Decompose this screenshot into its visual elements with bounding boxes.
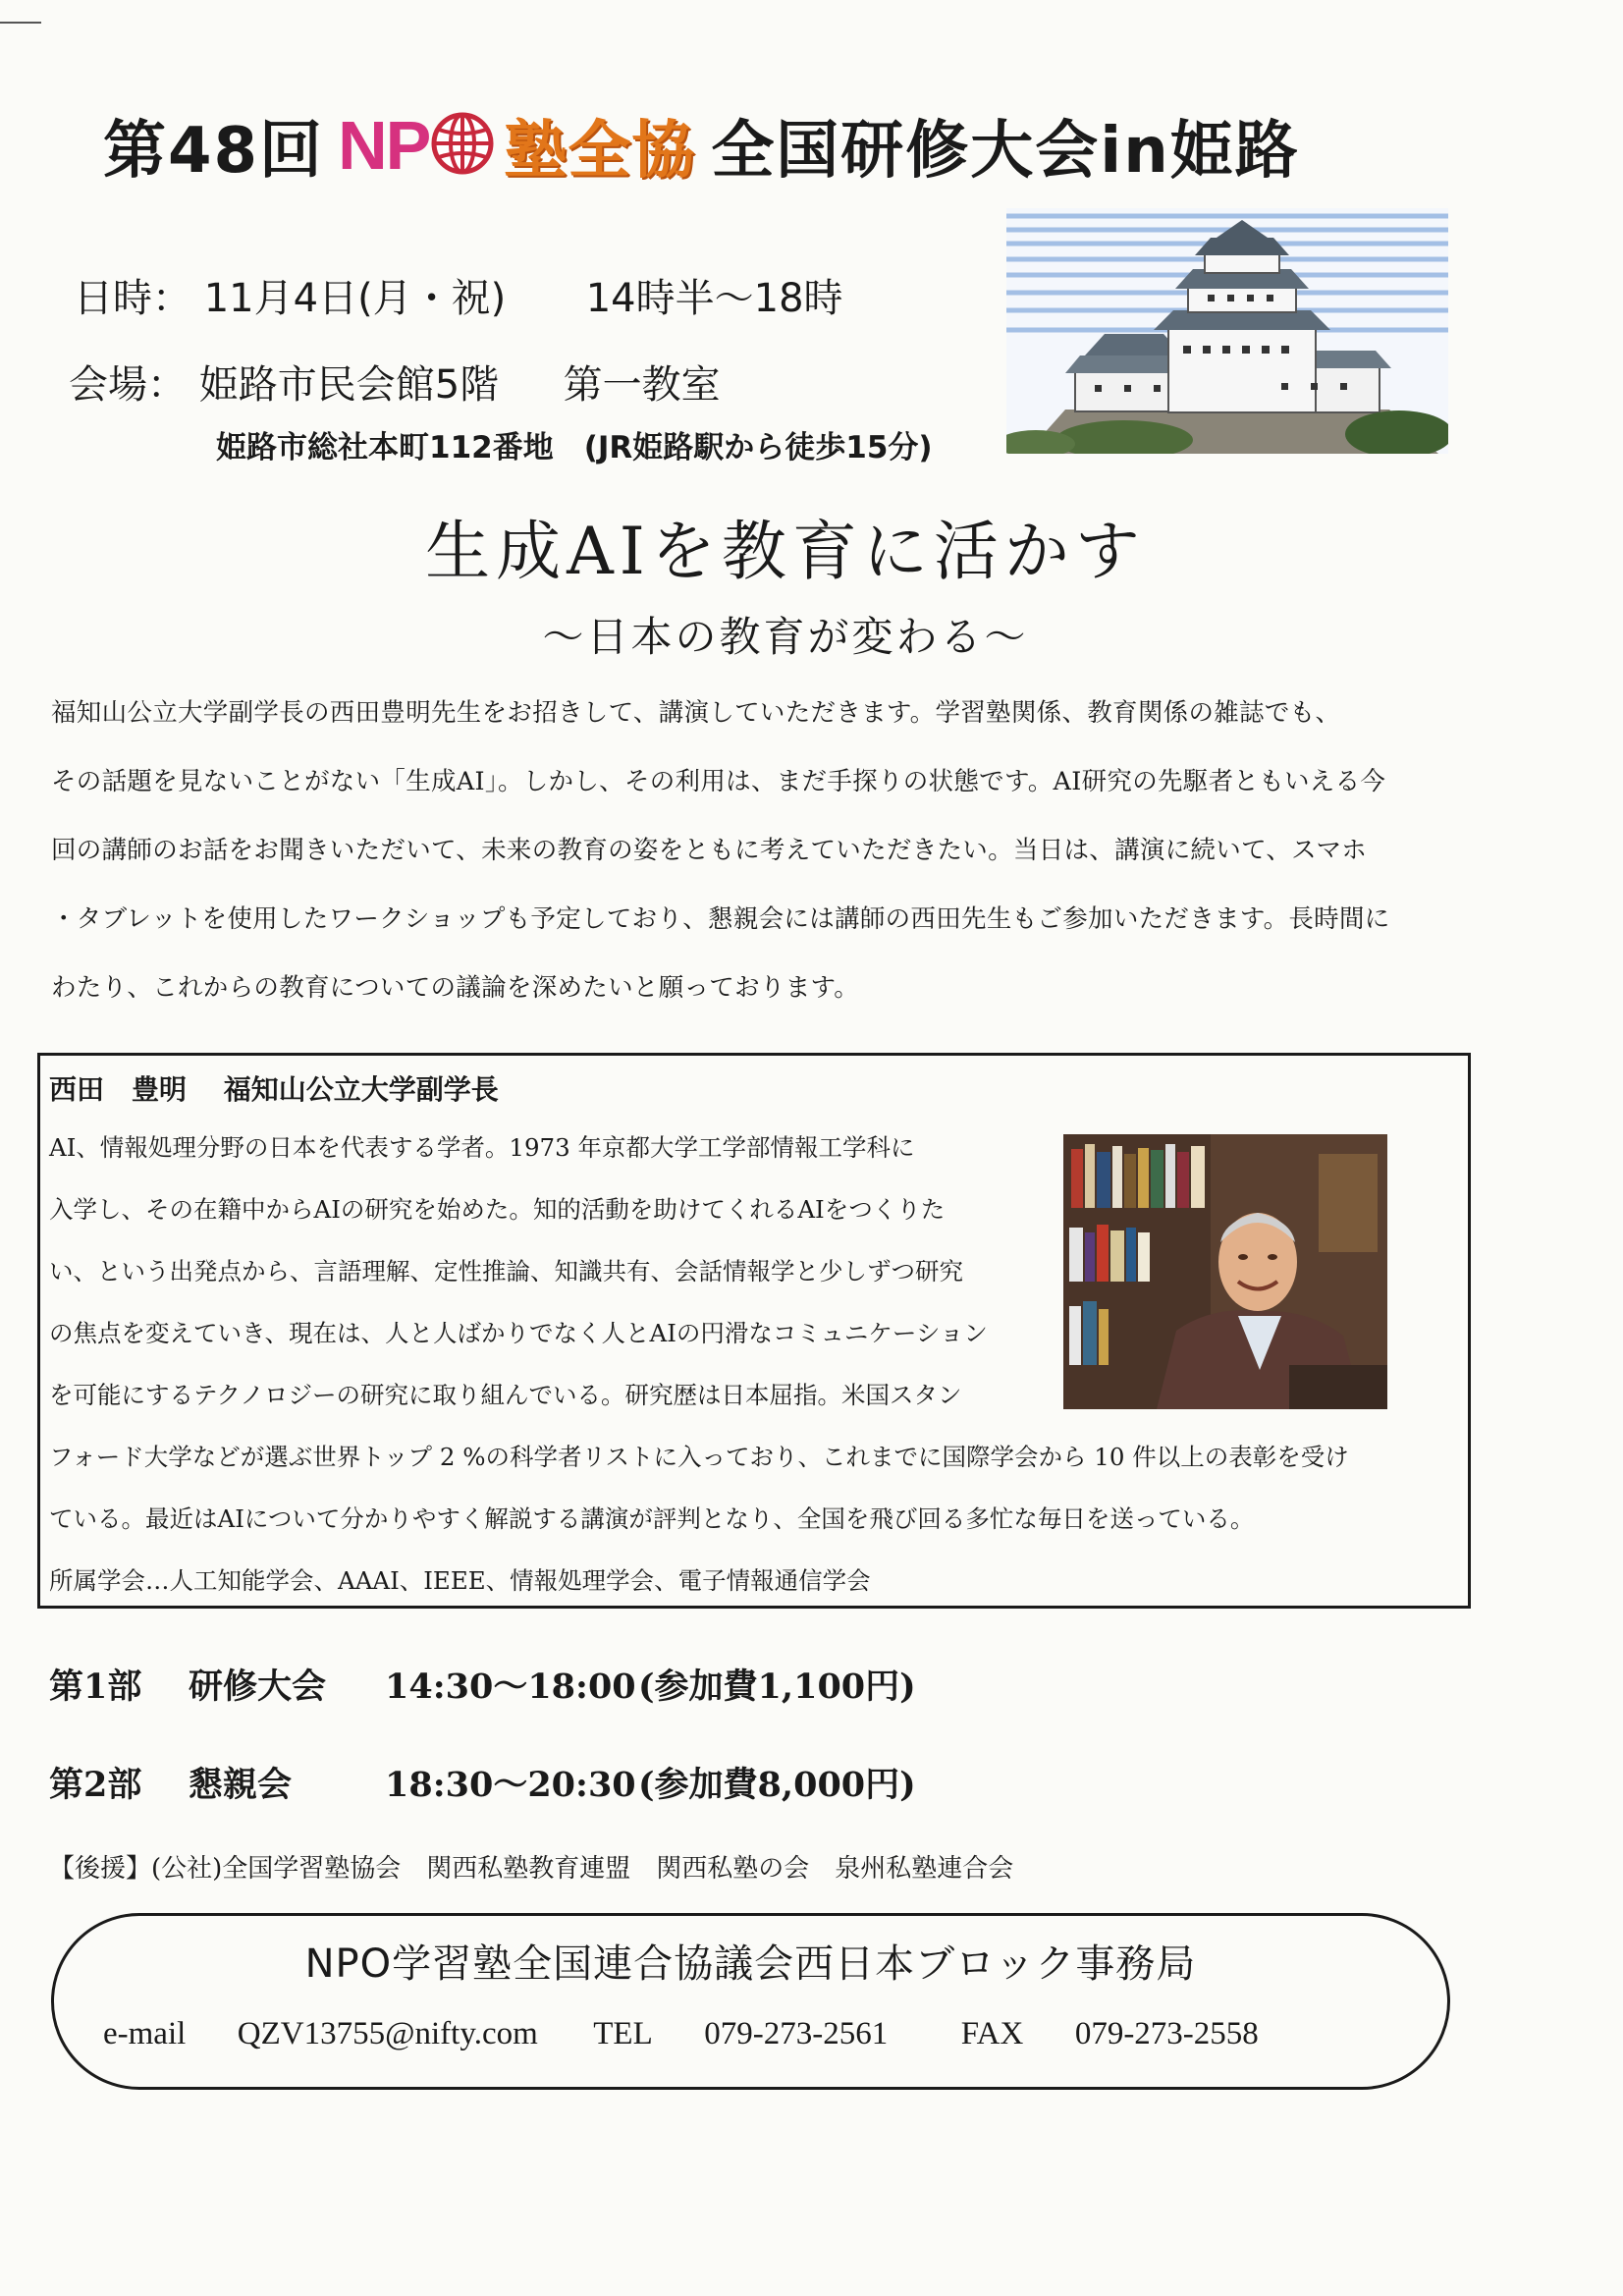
speaker-bio-line: 入学し、その在籍中からAIの研究を始めた。知的活動を助けてくれるAIをつくりた — [49, 1195, 946, 1224]
part2-label: 第2部 — [49, 1765, 142, 1805]
date-value: 11月4日(月・祝) — [203, 276, 507, 321]
speaker-photo — [1063, 1134, 1387, 1409]
venue-address: 姫路市総社本町112番地 (JR姫路駅から徒歩15分) — [216, 430, 933, 465]
date-label: 日時： — [74, 276, 191, 321]
part1-name: 研修大会 — [189, 1667, 327, 1707]
speaker-heading: 西田 豊明 福知山公立大学副学長 — [49, 1073, 499, 1106]
speaker-bio-line: を可能にするテクノロジーの研究に取り組んでいる。研究歴は日本屈指。米国スタン — [49, 1381, 962, 1409]
speaker-affiliations: 所属学会…人工知能学会、AAAI、IEEE、情報処理学会、電子情報通信学会 — [49, 1566, 871, 1595]
part1-label: 第1部 — [49, 1667, 142, 1707]
tel-number[interactable]: 079-273-2561 — [704, 2016, 889, 2051]
title-suffix: 全国研修大会in姫路 — [711, 115, 1300, 188]
contact-details — [103, 2016, 1259, 2052]
intro-line: ・タブレットを使用したワークショップも予定しており、懇親会には講師の西田先生もご参加いただきます。長時間に — [51, 904, 1390, 934]
intro-line: 福知山公立大学副学長の西田豊明先生をお招きして、講演していただきます。学習塾関係、教育関係の雑誌でも、 — [51, 698, 1341, 728]
email-label: e-mail — [103, 2016, 187, 2051]
room-value: 第一教室 — [563, 362, 721, 408]
main-headline: 生成AIを教育に活かす — [425, 514, 1146, 589]
part1-fee: (参加費1,100円) — [638, 1667, 916, 1707]
intro-line: わたり、これからの教育についての議論を深めたいと願っております。 — [51, 973, 860, 1003]
part2-fee: (参加費8,000円) — [638, 1765, 916, 1805]
npo-logo-text: NP — [338, 107, 430, 184]
speaker-bio-line: い、という出発点から、言語理解、定性推論、知識共有、会話情報学と少しずつ研究 — [49, 1257, 963, 1285]
globe-icon — [431, 112, 494, 179]
page-title — [103, 96, 1300, 194]
tel-label: TEL — [593, 2016, 653, 2051]
himeji-castle-illustration — [1006, 208, 1448, 454]
schedule-part2 — [49, 1758, 916, 1807]
speaker-bio-line: AI、情報処理分野の日本を代表する学者。1973 年京都大学工学部情報工学科に — [49, 1133, 915, 1162]
contact-organization: NPO学習塾全国連合協議会西日本ブロック事務局 — [304, 1941, 1197, 1987]
venue-row — [69, 354, 721, 410]
part2-time: 18:30～20:30 — [385, 1765, 636, 1805]
fax-number: 079-273-2558 — [1074, 2016, 1259, 2051]
venue-label: 会場： — [69, 362, 187, 408]
speaker-bio-line: ている。最近はAIについて分かりやすく解説する講演が評判となり、全国を飛び回る多忙な毎日を送っている。 — [49, 1504, 1255, 1533]
venue-value: 姫路市民会館5階 — [198, 362, 500, 408]
speaker-bio-line: フォード大学などが選ぶ世界トップ 2 %の科学者リストに入っており、これまでに国際学会から 10 件以上の表彰を受け — [49, 1443, 1349, 1471]
speaker-bio-line: の焦点を変えていき、現在は、人と人ばかりでなく人とAIの円滑なコミュニケーション — [49, 1319, 988, 1347]
part2-name: 懇親会 — [189, 1765, 293, 1805]
intro-line: 回の講師のお話をお聞きいただいて、未来の教育の姿をともに考えていただきたい。当日は、講演に続いて、スマホ — [51, 836, 1368, 865]
part1-time: 14:30～18:00 — [385, 1667, 636, 1707]
fax-label: FAX — [960, 2016, 1024, 2051]
sub-headline: ～日本の教育が変わる～ — [542, 613, 1029, 661]
time-value: 14時半～18時 — [585, 276, 843, 321]
datetime-row — [74, 267, 843, 323]
title-prefix: 第48回 — [103, 115, 325, 188]
juku-logo-text: 塾全協 — [504, 115, 696, 188]
intro-line: その話題を見ないことがない「生成AI」。しかし、その利用は、まだ手探りの状態です。AI研究の先駆者ともいえる今 — [51, 767, 1386, 796]
email-address[interactable]: QZV13755@nifty.com — [237, 2016, 538, 2051]
scan-corner-mark — [0, 22, 41, 24]
supporters-line: 【後援】(公社)全国学習塾協会 関西私塾教育連盟 関西私塾の会 泉州私塾連合会 — [49, 1854, 1014, 1884]
schedule-part1 — [49, 1660, 916, 1709]
